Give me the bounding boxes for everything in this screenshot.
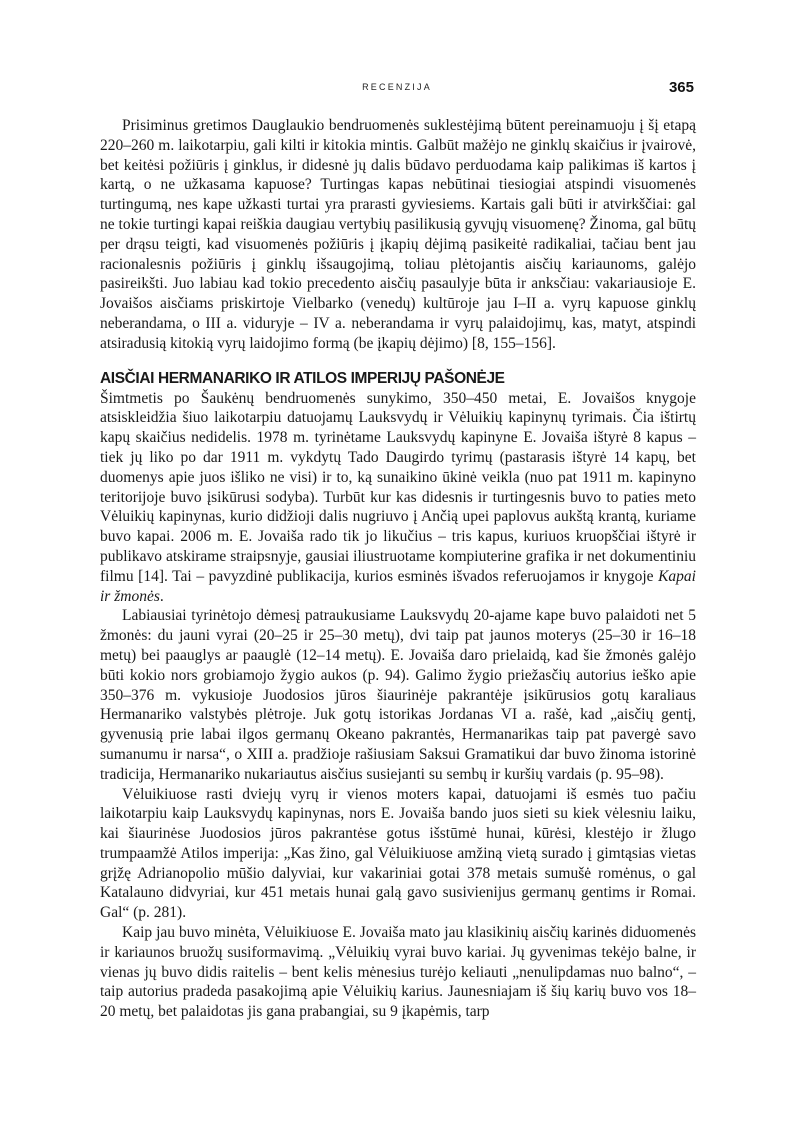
running-title: RECENZIJA [362,82,432,92]
paragraph-5: Kaip jau buvo minėta, Vėluikiuose E. Jovaiša mato jau klasikinių aisčių karinės diduomenės ir kariaunos bruožų susiformavimą. „Vėluikių vyrai buvo kariai. Jų gyvenimas tekėjo balne, ir vienas jų buvo didis raitelis – bent kelis mėnesius turėjo keliauti „nenulipdamas nuo balno“, – taip autorius pradeda pasakojimą apie Vėluikių karius. Jaunesniajam iš šių karių buvo vos 18–20 metų, bet palaidotas jis gana prabangiai, su 9 įkapėmis, tarp [100,924,696,1021]
paragraph-2-end: . [159,587,164,605]
paragraph-1: Prisiminus gretimos Dauglaukio bendruomenės suklestėjimą būtent pereinamuoju į šį etapą 220–260 m. laikotarpiu, gali kilti ir kitokia mintis. Galbūt mažėjo ne ginklų skaičius ir įvairovė, bet keitėsi požiūris į ginklus, ir didesnė jų dalis būdavo perduodama kaip palikimas iš kartos į kartą, o ne užkasama kapuose? Turtingas kapas nebūtinai tiesiogiai atspindi visuomenės turtingumą, nes kape užkasti turtai yra prarasti gyviesiems. Kartais gali būti ir atvirkščiai: gal ne tokie turtingi kapai reiškia daugiau vertybių pasilikusią gyvųjų visuomenę? Žinoma, gal būtų per drąsu teigti, kad visuomenės požiūris į įkapių dėjimą pasikeitė radikaliai, tačiau bent jau racionalesnis požiūris į ginklų išsaugojimą, toliau plėtojantis aisčių kariaunoms, galėjo pasireikšti. Juo labiau kad tokio precedento aisčių pasaulyje būta ir anksčiau: vakariausioje E. Jovaišos aisčiams priskirtoje Vielbarko (venedų) kultūroje jau I–II a. vyrų kapuose ginklų neberandama, o III a. viduryje – IV a. neberandama ir vyrų palaidojimų, kas, matyt, atspindi atsiradusią kitokią vyrų laidojimo formą (be įkapių dėjimo) [8, 155–156]. [100,117,696,352]
paragraph-3: Labiausiai tyrinėtojo dėmesį patraukusiame Lauksvydų 20-ajame kape buvo palaidoti net 5 žmonės: du jauni vyrai (20–25 ir 25–30 metų), dvi taip pat jaunos moterys (25–30 ir 16–18 metų) bei paauglys ar paauglė (12–14 metų). E. Jovaiša daro prielaidą, kad šie žmonės galėjo būti kokio nors grobiamojo žygio aukos (p. 94). Galimo žygio priežasčių autorius ieško apie 350–376 m. vykusioje Juodosios jūros šiaurinėje pakrantėje įsikūrusios gotų karaliaus Hermanariko valstybės plėtroje. Juk gotų istorikas Jordanas VI a. rašė, kad „aisčių gentį, gyvenusią prie labai ilgos germanų Okeano pakrantės, Hermanarikas taip pat pavergė savo sumanumu ir narsa“, o XIII a. pradžioje rašiusiam Saksui Gramatikui dar buvo žinoma istorinė tradicija, Hermanariko nukariautus aisčius susiejanti su sembų ir kuršių vardais (p. 95–98). [100,607,696,783]
paragraph-2-text: Šimtmetis po Šaukėnų bendruomenės sunykimo, 350–450 metai, E. Jovaišos knygoje atsiskleidžia šiuo laikotarpiu datuojamų Lauksvydų ir Vėluikių kapinynų tyrimais. Čia ištirtų kapų skaičius nedidelis. 1978 m. tyrinėtame Lauksvydų kapinyne E. Jovaiša ištyrė 8 kapus – tiek jų liko po dar 1911 m. vykdytų Tado Daugirdo tyrimų (pastarasis ištyrė 14 kapų, bet duomenys apie juos išliko ne visi) ir to, ką sunaikino ūkinė veikla (nuo pat 1911 m. kapinyno teritorijoje buvo įsikūrusi sodyba). Turbūt kur kas didesnis ir turtingesnis buvo to paties meto Vėluikių kapinynas, kurio didžioji dalis nugriuvo į Ančią upei paplovus aukštą krantą, kuriame buvo kapai. 2006 m. E. Jovaiša rado tik jo likučius – tris kapus, kuriuos kruopščiai ištyrė ir publikavo atskirame straipsnyje, gausiai iliustruotame kompiuterine grafika ir net dokumentiniu filmu [14]. Tai – pavyzdinė publikacija, kurios esminės išvados referuojamos ir knygoje [100,389,696,585]
paragraph-2 [100,389,696,607]
page-number: 365 [668,79,694,96]
book-title-italic: Kapai ir žmonės [100,567,696,605]
paragraph-4: Vėluikiuose rasti dviejų vyrų ir vienos moters kapai, datuojami iš esmės tuo pačiu laikotarpiu kaip Lauksvydų kapinynas, nors E. Jovaiša bando juos sieti su kiek vėlesniu laiku, kai šiaurinėse Juodosios jūros pakrantėse gotus išstūmė hunai, kūrėsi, klestėjo ir žlugo trumpaamžė Atilos imperija: „Kas žino, gal Vėluikiuose amžiną vietą surado į gimtąsias vietas grįžę Adrianopolio mūšio dalyviai, kur vakariniai gotai 378 metais sumušė romėnus, o gal Katalauno didvyriai, kur 451 metais hunai galą gavo susivienijus germanų gentims ir Romai. Gal“ (p. 281). [100,785,696,922]
section-heading: AISČIAI HERMANARIKO IR ATILOS IMPERIJŲ PAŠONĖJE [100,369,505,387]
body-text [100,116,696,1022]
